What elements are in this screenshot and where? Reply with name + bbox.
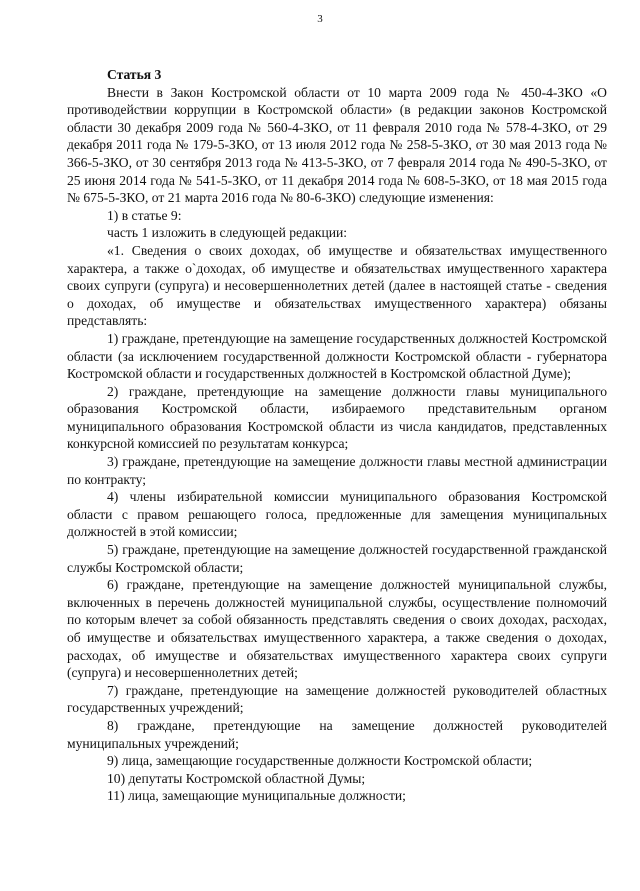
article-intro: Внести в Закон Костромской области от 10 марта 2009 года № 450-4-ЗКО «О противодействии коррупции в Костромской области» (в редакции законов Костромской области 30 декабря 2009 года № 560-4-ЗКО, от 11 февраля 2010 года № 578-4-ЗКО, от 29 декабря 2011 года № 179-5-ЗКО, от 13 июля 2012 года № 258-5-ЗКО, от 30 мая 2013 года № 366-5-ЗКО, от 30 сентября 2013 года № 413-5-ЗКО, от 7 февраля 2014 года № 490-5-ЗКО, от 25 июня 2014 года № 541-5-ЗКО, от 11 декабря 2014 года № 608-5-ЗКО, от 18 мая 2015 года № 675-5-ЗКО, от 21 марта 2016 года № 80-6-ЗКО) следующие изменения:	[67, 84, 607, 206]
list-item: 2) граждане, претендующие на замещение должности главы муниципального образования Костромской области, избираемого представительным органом муниципального образования Костромской области из числа кандидатов, представленных конкурсной комиссией по результатам конкурса;	[67, 383, 607, 452]
amendment-item-1: 1) в статье 9:	[107, 207, 182, 223]
obligated-persons-list	[67, 330, 607, 805]
list-item: 10) депутаты Костромской областной Думы;	[107, 770, 366, 786]
article-title: Статья 3	[107, 67, 162, 82]
list-item: 7) граждане, претендующие на замещение должностей руководителей областных государственных учреждений;	[67, 682, 607, 716]
amendment-part-1: часть 1 изложить в следующей редакции:	[107, 225, 348, 241]
page-number: 3	[317, 13, 323, 25]
article-body	[67, 66, 607, 805]
list-item: 3) граждане, претендующие на замещение должности главы местной администрации по контракту;	[67, 454, 607, 487]
list-item: 5) граждане, претендующие на замещение должностей государственной гражданской службы Костромской области;	[67, 542, 607, 575]
list-item: 8) граждане, претендующие на замещение должностей руководителей муниципальных учреждений;	[67, 717, 607, 751]
list-item: 6) граждане, претендующие на замещение должностей муниципальной службы, включенных в перечень должностей муниципальной службы, осуществление полномочий по которым влечет за собой обязанность представлять сведения о своих доходах, расходах, об имуществе и обязательствах имущественного характера, а также сведения о доходах, расходах, об имуществе и обязательствах имущественного характера своих супруги (супруга) и несовершеннолетних детей;	[67, 577, 607, 681]
quoted-paragraph: «1. Сведения о своих доходах, об имуществе и обязательствах имущественного характера, а также о`доходах, об имуществе и обязательствах имущественного характера своих супруги (супруга) и несовершеннолетних детей (далее в настоящей статье - сведения о доходах, об имуществе и обязательствах имущественного характера) обязаны представлять:	[67, 242, 607, 329]
list-item: 4) члены избирательной комиссии муниципального образования Костромской области с правом решающего голоса, предложенные для замещения муниципальных должностей в этой комиссии;	[67, 489, 607, 540]
list-item: 11) лица, замещающие муниципальные должности;	[107, 788, 406, 804]
list-item: 9) лица, замещающие государственные должности Костромской области;	[107, 753, 533, 769]
list-item: 1) граждане, претендующие на замещение государственных должностей Костромской области (за исключением государственной должности Костромской области - губернатора Костромской области и государственных должностей в Костромской областной Думе);	[67, 330, 607, 382]
